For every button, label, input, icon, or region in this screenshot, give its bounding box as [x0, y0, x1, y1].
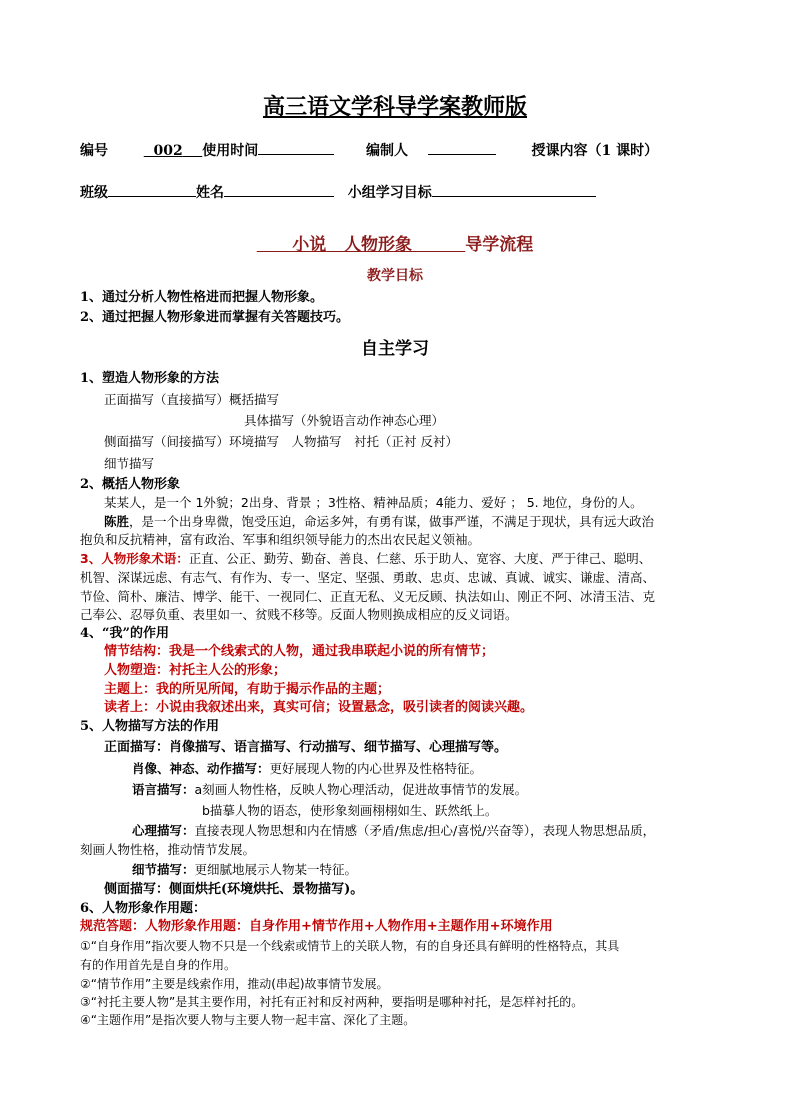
s3-line-3: 节俭、简朴、廉洁、博学、能干、一视同仁、正直无私、义无反顾、执法如山、刚正不阿、冰清玉洁、克 [80, 589, 656, 604]
editor-field [428, 142, 496, 155]
s6-line-3: 有的作用首先是自身的作用。 [80, 958, 237, 972]
s4-heading: 4、“我”的作用 [80, 626, 170, 641]
s1-line-3: 侧面描写（间接描写）环境描写 人物描写 衬托（正衬 反衬） [104, 434, 458, 449]
class-field [108, 184, 196, 197]
s6-heading: 6、人物形象作用题： [80, 901, 207, 916]
s2-line-2: 陈胜，是一个出身卑微，饱受压迫，命运多舛，有勇有谋，做事严谨，不满足于现状，具有远大政治 [104, 514, 655, 529]
s5-line-7: 细节描写：更细腻地展示人物某一特征。 [132, 862, 358, 877]
s1-line-2: 具体描写（外貌语言动作神态心理） [244, 413, 445, 428]
s2-line-3: 抱负和反抗精神，富有政治、军事和组织领导能力的杰出农民起义领袖。 [80, 532, 481, 547]
goals-heading: 教学目标 [367, 268, 423, 284]
s5-heading: 5、人物描写方法的作用 [80, 719, 220, 734]
header-row-2 [80, 184, 596, 202]
s5-line-3: 语言描写：a刻画人物性格，反映人物心理活动，促进故事情节的发展。 [132, 782, 528, 797]
s4-line-2: 人物塑造：衬托主人公的形象； [104, 663, 287, 678]
s3-line-2: 机智、深谋远虑、有志气、有作为、专一、坚定、坚强、勇敢、忠贞、忠诚、真诚、诚实、谦虚、清高、 [80, 570, 656, 585]
s5-line-4: b描摹人物的语态，使形象刻画栩栩如生、跃然纸上。 [202, 803, 498, 818]
s5-line-2: 肖像、神态、动作描写：更好展现人物的内心世界及性格特征。 [132, 761, 483, 776]
s1-line-1: 正面描写（直接描写）概括描写 [104, 392, 280, 407]
s6-line-6: ④“主题作用”是指次要人物与主要人物一起丰富、深化了主题。 [80, 1013, 416, 1027]
s5-line-1: 正面描写：肖像描写、语言描写、行动描写、细节描写、心理描写等。 [104, 740, 508, 755]
group-goal-label: 小组学习目标 [347, 185, 432, 201]
s3-line-4: 己奉公、忍辱负重、表里如一、贫贱不移等。反面人物则换成相应的反义词语。 [80, 607, 518, 622]
self-study-heading: 自主学习 [361, 339, 429, 359]
class-label: 班级 [80, 185, 108, 201]
use-time-label: 使用时间 [202, 143, 259, 159]
header-row-1 [80, 142, 658, 160]
s2-line-1: 某某人，是一个 1外貌；2出身、背景 ；3性格、精神品质；4能力、爱好 ； 5. 地位，身份的人。 [104, 495, 643, 510]
s4-line-3: 主题上：我的所见所闻，有助于揭示作品的主题； [104, 682, 391, 697]
s5-line-5: 心理描写：直接表现人物思想和内在情感（矛盾/焦虑/担心/喜悦/兴奋等），表现人物思想品质， [132, 823, 656, 838]
s5-line-6: 刻画人物性格，推动情节发展。 [80, 842, 256, 857]
content-label: 授课内容（1 课时） [531, 143, 659, 159]
s4-line-4: 读者上：小说由我叙述出来，真实可信；设置悬念，吸引读者的阅读兴趣。 [104, 700, 534, 715]
group-goal-field [432, 184, 596, 197]
section-subtitle: 小说 人物形象 导学流程 [292, 235, 534, 255]
page-title: 高三语文学科导学案教师版 [262, 94, 527, 120]
editor-label: 编制人 [365, 143, 408, 159]
s2-heading: 2、概括人物形象 [80, 477, 181, 492]
use-time-field [258, 142, 334, 155]
s4-line-1: 情节结构：我是一个线索式的人物，通过我串联起小说的所有情节； [104, 644, 495, 659]
s1-line-4: 细节描写 [104, 456, 155, 471]
goal-item-1: 1、通过分析人物性格进而把握人物形象。 [80, 290, 324, 305]
s3-line-1: 3、人物形象术语：正直、公正、勤劳、勤奋、善良、仁慈、乐于助人、宽容、大度、严于律己、聪明、 [80, 551, 652, 566]
s1-heading: 1、塑造人物形象的方法 [80, 371, 220, 386]
code-value: 002 [153, 143, 183, 159]
s5-line-8: 侧面描写：侧面烘托(环境烘托、景物描写)。 [104, 882, 364, 897]
goal-item-2: 2、通过把握人物形象进而掌握有关答题技巧。 [80, 310, 350, 325]
code-label: 编号 [80, 143, 108, 159]
s6-line-4: ②“情节作用”主要是线索作用，推动(串起)故事情节发展。 [80, 977, 389, 991]
name-label: 姓名 [196, 185, 224, 201]
s6-line-2: ①“自身作用”指次要人物不只是一个线索或情节上的关联人物，有的自身还具有鲜明的性格特点，其具 [80, 939, 620, 953]
s6-line-5: ③“衬托主要人物”是其主要作用，衬托有正衬和反衬两种，要指明是哪种衬托，是怎样衬托的。 [80, 995, 584, 1009]
name-field [224, 184, 334, 197]
s6-line-1: 规范答题：人物形象作用题：自身作用+情节作用+人物作用+主题作用+环境作用 [80, 919, 553, 934]
